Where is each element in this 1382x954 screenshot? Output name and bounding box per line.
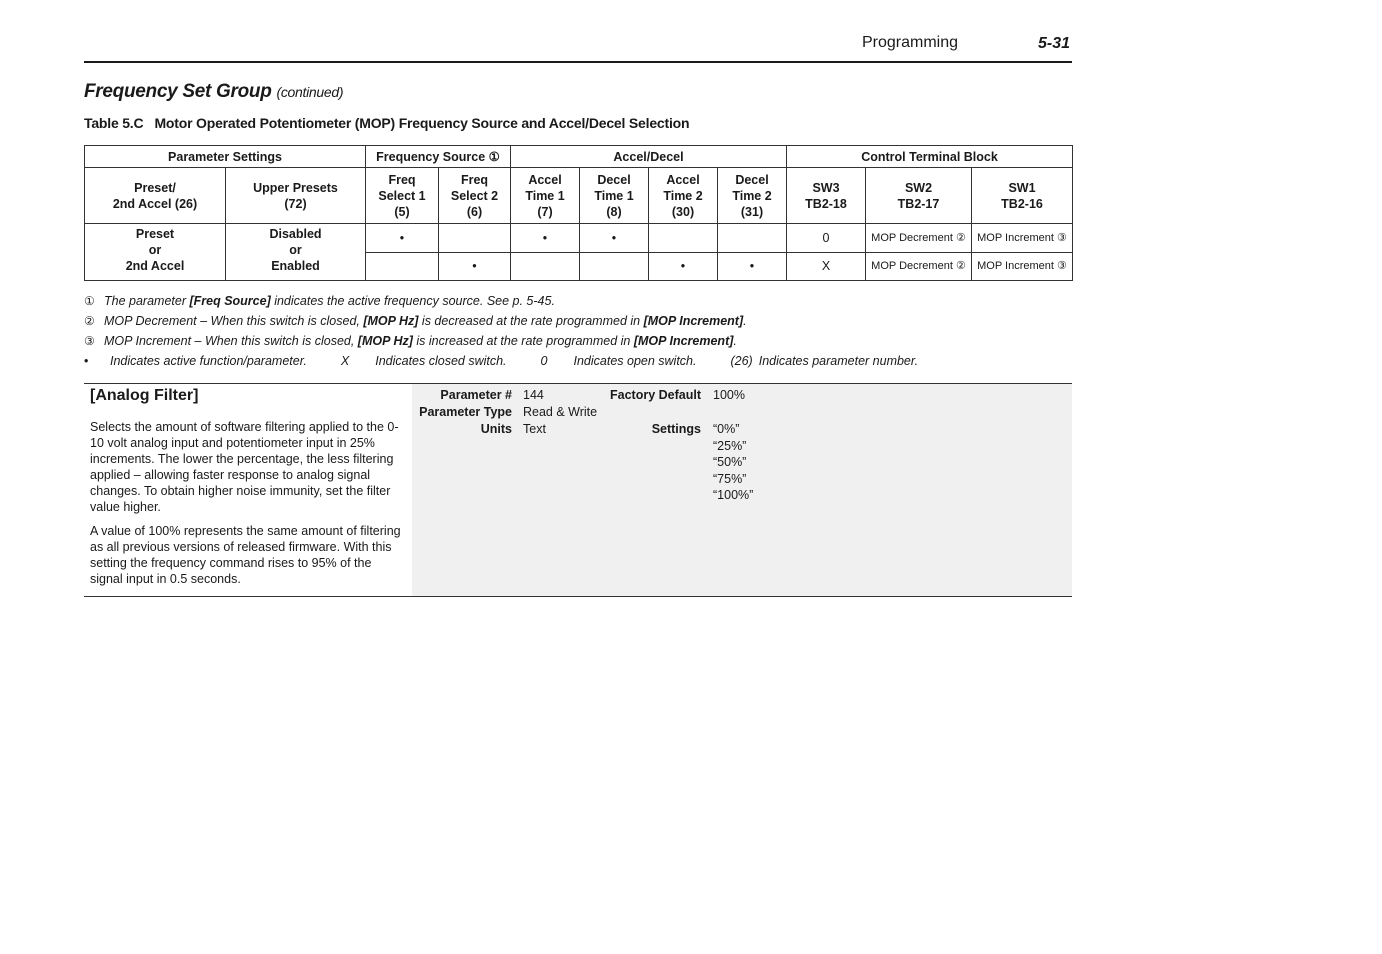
legend-text: Indicates open switch.	[573, 354, 697, 368]
column-header-line: TB2-16	[1001, 196, 1043, 211]
row-header-line: or	[289, 243, 302, 257]
column-header	[580, 168, 649, 224]
group-header-control-terminal-block: Control Terminal Block	[787, 146, 1073, 168]
parameter-type-value: Read & Write	[523, 405, 598, 419]
column-header-line: Select 2	[450, 188, 499, 203]
table-cell: •	[439, 252, 511, 281]
column-header-line: Time 2	[732, 188, 772, 203]
footnote-fragment: .	[743, 314, 747, 328]
table-cell: •	[580, 224, 649, 253]
column-header	[649, 168, 718, 224]
group-header-accel-decel: Accel/Decel	[511, 146, 787, 168]
group-title	[84, 81, 1072, 103]
column-header-line: TB2-18	[805, 196, 847, 211]
setting-option: “0%”	[713, 422, 740, 436]
column-header-line: (8)	[606, 204, 622, 219]
column-header-line: (5)	[394, 204, 410, 219]
column-header	[439, 168, 511, 224]
footnote-fragment: is increased at the rate programmed in	[412, 334, 634, 348]
parameter-name: [Analog Filter]	[90, 387, 199, 404]
footnote-fragment: is decreased at the rate programmed in	[418, 314, 644, 328]
setting-option: “75%”	[713, 471, 747, 486]
column-header-line: Freq	[388, 172, 416, 187]
column-header-line: Upper Presets	[253, 180, 338, 195]
column-header-line: Time 1	[594, 188, 634, 203]
column-header-line: SW1	[1008, 180, 1036, 195]
units-value: Text	[523, 422, 546, 436]
column-header-line: Decel	[735, 172, 769, 187]
parameter-spec-panel	[412, 384, 1072, 596]
column-header-line: SW2	[904, 180, 933, 195]
column-header-line: Select 1	[378, 188, 426, 203]
units-label: Units	[480, 422, 512, 436]
table-cell: MOP Increment ③	[972, 252, 1073, 281]
footnote-fragment: indicates the active frequency source. See p. 5-45.	[270, 294, 555, 308]
row-header-line: or	[148, 243, 162, 257]
manual-page	[84, 28, 1072, 597]
column-header-line: Time 1	[525, 188, 565, 203]
column-header-line: SW3	[812, 180, 840, 195]
legend-text: Indicates active function/parameter.	[110, 354, 307, 368]
column-header	[718, 168, 787, 224]
row-header-line: Preset	[135, 227, 175, 241]
factory-default-value: 100%	[713, 388, 745, 402]
table-cell: X	[787, 252, 866, 281]
setting-option: “50%”	[713, 455, 747, 469]
footnote-text	[104, 314, 747, 328]
row-header-line: Enabled	[271, 259, 320, 273]
table-cell	[366, 252, 439, 281]
row-header-line: 2nd Accel	[125, 259, 185, 273]
legend-symbol: 0	[540, 354, 548, 368]
footnote-text	[104, 294, 555, 308]
table-cell: 0	[787, 224, 866, 253]
table-cell: •	[649, 252, 718, 281]
footnote	[84, 311, 1072, 331]
footnote-fragment: .	[733, 334, 737, 348]
settings-label: Settings	[651, 422, 701, 436]
table-cell	[439, 224, 511, 253]
footnotes	[84, 291, 1072, 351]
column-header	[787, 168, 866, 224]
table-cell: MOP Decrement ②	[866, 252, 972, 281]
legend-symbol: (26)	[730, 354, 753, 368]
table-cell: MOP Increment ③	[972, 224, 1073, 253]
column-header	[226, 168, 366, 224]
footnote-fragment: MOP Decrement – When this switch is closed,	[104, 314, 364, 328]
page-header	[84, 28, 1072, 63]
column-header	[366, 168, 439, 224]
parameter-reference: [Freq Source]	[189, 294, 271, 308]
column-header-row	[85, 168, 1073, 224]
footnote-marker: ②	[84, 314, 95, 328]
legend-symbol: X	[340, 354, 350, 368]
column-header-line: (72)	[284, 196, 307, 211]
footnote-marker: ①	[84, 294, 95, 308]
column-header	[972, 168, 1073, 224]
column-header-line: Accel	[666, 172, 700, 187]
column-header-line: TB2-17	[897, 196, 940, 211]
table-cell	[580, 252, 649, 281]
group-header-parameter-settings: Parameter Settings	[85, 146, 366, 168]
row-header	[85, 224, 226, 281]
parameter-description	[90, 419, 406, 587]
description-paragraph: A value of 100% represents the same amount of filtering as all previous versions of released firmware. With this setting the frequency command rises to 95% of the signal input in 0.5 seconds.	[90, 524, 401, 586]
header-section: Programming	[861, 34, 958, 51]
column-header	[511, 168, 580, 224]
table-row	[85, 224, 1073, 253]
parameter-reference: [MOP Hz]	[363, 314, 419, 328]
footnote	[84, 331, 1072, 351]
legend-text: Indicates closed switch.	[375, 354, 507, 368]
column-header-line: Freq	[460, 172, 489, 187]
table-cell: •	[718, 252, 787, 281]
parameter-reference: [MOP Increment]	[633, 334, 734, 348]
column-header-line: Preset/	[134, 180, 176, 195]
parameter-number-value: 144	[523, 388, 544, 402]
column-header-line: 2nd Accel (26)	[112, 196, 198, 211]
setting-option: “25%”	[713, 438, 747, 453]
column-header-line: (30)	[671, 204, 695, 219]
settings-list	[713, 421, 753, 504]
column-header	[85, 168, 226, 224]
page-number: 5-31	[1037, 35, 1070, 52]
group-continued: (continued)	[276, 84, 344, 100]
column-header-line: (31)	[740, 204, 764, 219]
column-header-line: (7)	[537, 204, 553, 219]
table-cell	[511, 252, 580, 281]
parameter-type-label: Parameter Type	[419, 405, 512, 419]
symbol-legend	[84, 351, 1072, 371]
table-cell	[649, 224, 718, 253]
row-header-line: Disabled	[269, 227, 322, 241]
factory-default-label: Factory Default	[610, 388, 701, 402]
setting-option: “100%”	[713, 488, 754, 502]
table-caption: Table 5.C Motor Operated Potentiometer (MOP) Frequency Source and Accel/Decel Selection	[84, 115, 690, 131]
row-header	[226, 224, 366, 281]
column-header-line: (6)	[466, 204, 483, 219]
mop-table	[84, 145, 1073, 281]
parameter-reference: [MOP Increment]	[643, 314, 744, 328]
legend-symbol: •	[84, 354, 89, 368]
footnote-marker: ③	[84, 334, 95, 348]
column-header-line: Time 2	[663, 188, 703, 203]
table-cell: •	[511, 224, 580, 253]
legend-text: Indicates parameter number.	[758, 354, 919, 368]
column-header-line: Accel	[528, 172, 562, 187]
group-header-frequency-source: Frequency Source ①	[366, 146, 511, 168]
footnote-text	[104, 334, 737, 348]
description-paragraph: Selects the amount of software filtering applied to the 0-10 volt analog input and potentiometer input in 25% increments. The lower the percentage, the less filtering applied – allowing faster response to analog signal changes. To obtain higher noise immunity, set the filter value higher.	[90, 420, 399, 514]
column-header	[866, 168, 972, 224]
footnote-fragment: MOP Increment – When this switch is closed,	[104, 334, 358, 348]
parameter-description-panel	[84, 384, 412, 596]
table-cell: •	[366, 224, 439, 253]
table-cell: MOP Decrement ②	[866, 224, 972, 253]
footnote-fragment: The parameter	[104, 294, 190, 308]
table-cell	[718, 224, 787, 253]
parameter-number-label: Parameter #	[440, 388, 512, 402]
column-header-line: Decel	[597, 172, 631, 187]
footnote	[84, 291, 1072, 311]
group-title-text: Frequency Set Group	[84, 81, 272, 102]
parameter-reference: [MOP Hz]	[357, 334, 413, 348]
parameter-block	[84, 383, 1072, 597]
